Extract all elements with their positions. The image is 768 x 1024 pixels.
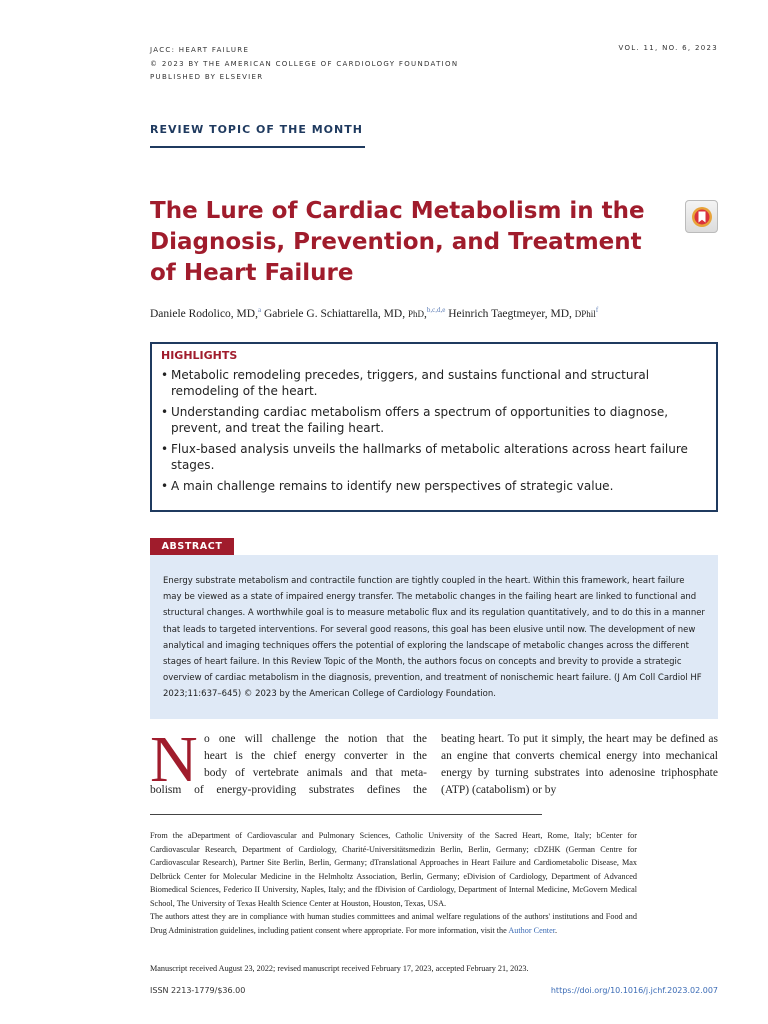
body-line: o one will challenge the notion that the bbox=[204, 733, 427, 745]
author-3-degree: DPhil bbox=[574, 308, 596, 319]
author-1: Daniele Rodolico, MD, bbox=[150, 307, 258, 320]
author-1-affil[interactable]: a bbox=[257, 306, 262, 314]
copyright-line: © 2023 BY THE AMERICAN COLLEGE OF CARDIOLOGY FOUNDATION bbox=[150, 59, 459, 68]
abstract-box bbox=[150, 555, 718, 719]
highlight-text: A main challenge remains to identify new perspectives of strategic value. bbox=[171, 479, 614, 493]
section-divider bbox=[150, 146, 365, 148]
attestation-text: The authors attest they are in compliance with human studies committees and animal welfare regulations of the authors' institutions and Food and Drug Administration guidelines, including patient consent where appropriate. For more information, visit the bbox=[150, 912, 637, 935]
body-line: body of vertebrate animals and that meta- bbox=[204, 767, 427, 779]
highlight-text: Flux-based analysis unveils the hallmarks of metabolic alterations across heart failure stages. bbox=[171, 442, 688, 472]
title-line-1: The Lure of Cardiac Metabolism in the bbox=[150, 198, 645, 224]
title-line-3: of Heart Failure bbox=[150, 260, 354, 286]
author-list: Daniele Rodolico, MD,$^a$ Gabriele G. Schiattarella, MD, PhD,$^{b,c,d,e}$ Heinrich Taegtmeyer, MD, DPhil$^f$ bbox=[150, 306, 599, 320]
author-center-link[interactable]: Author Center bbox=[508, 925, 555, 935]
footnote-divider bbox=[150, 814, 542, 815]
publisher-line: PUBLISHED BY ELSEVIER bbox=[150, 73, 264, 81]
section-label: REVIEW TOPIC OF THE MONTH bbox=[150, 123, 363, 136]
body-column-2: beating heart. To put it simply, the heart may be defined as an engine that converts chemical energy into mechanical energy by turning substrates into adenosine triphosphate (ATP) (catabolism) or by bbox=[441, 733, 718, 796]
manuscript-dates: Manuscript received August 23, 2022; revised manuscript received February 17, 2023, accepted February 21, 2023. bbox=[150, 964, 529, 973]
journal-header bbox=[150, 44, 458, 85]
abstract-text: Energy substrate metabolism and contractile function are tightly coupled in the heart. Within this framework, heart failure may be viewed as a state of impaired energy transfer. The metabolic changes in the failing heart are linked to functional and structural changes. A worthwhile goal is to measure metabolic flux and its regulation quantitatively, and to do this in a manner that leads to targeted interventions. For several good reasons, this goal has been elusive until now. The development of new analytical and imaging techniques offers the potential of exploring the landscape of metabolic changes across the different stages of heart failure. In this Review Topic of the Month, the authors focus on concepts and brevity to provide a strategic overview of cardiac metabolism in the diagnosis, prevention, and treatment of nonischemic heart failure. (J Am Coll Cardiol HF 2023;11:637–645) © 2023 by the American College of Cardiology Foundation. bbox=[163, 576, 705, 700]
abstract-label: ABSTRACT bbox=[150, 538, 234, 555]
highlight-item bbox=[161, 441, 706, 473]
drop-cap: N bbox=[150, 723, 198, 796]
bullet-icon: • bbox=[161, 405, 169, 419]
body-column-1 bbox=[150, 723, 427, 799]
bullet-icon: • bbox=[161, 442, 169, 456]
footnotes bbox=[150, 829, 637, 937]
affiliations: From the aDepartment of Cardiovascular and Pulmonary Sciences, Catholic University of the Sacred Heart, Rome, Italy; bCenter for Cardiovascular Research, Department of Cardiology, Charité-Universitätsmedizin Berlin, Berlin, Germany; cDZHK (German Centre for Cardiovascular Research), Partner Site Berlin, Berlin, Germany; dTranslational Approaches in Heart Failure and Cardiometabolic Disease, Max Delbrück Center for Molecular Medicine in the Helmholtz Association, Berlin, Germany; eDivision of Cardiology, Department of Advanced Biomedical Sciences, Federico II University, Naples, Italy; and the fDivision of Cardiology, Department of Internal Medicine, McGovern Medical School, The University of Texas Health Science Center at Houston, Houston, Texas, USA. bbox=[150, 831, 637, 908]
journal-name: JACC: HEART FAILURE bbox=[150, 46, 250, 54]
doi-link[interactable]: https://doi.org/10.1016/j.jchf.2023.02.007 bbox=[550, 986, 718, 995]
author-2-degree: PhD bbox=[407, 308, 424, 319]
bullet-icon: • bbox=[161, 479, 169, 493]
title-line-2: Diagnosis, Prevention, and Treatment bbox=[150, 229, 642, 255]
crossmark-icon[interactable] bbox=[685, 200, 718, 233]
author-3-affil[interactable]: f bbox=[595, 306, 599, 314]
highlights-heading: HIGHLIGHTS bbox=[161, 349, 238, 362]
highlight-item bbox=[161, 367, 706, 399]
highlight-item bbox=[161, 404, 706, 436]
article-title bbox=[150, 196, 670, 289]
volume-info: VOL. 11, NO. 6, 2023 bbox=[618, 44, 718, 52]
bullet-icon: • bbox=[161, 368, 169, 382]
author-2-affil[interactable]: b,c,d,e bbox=[426, 306, 446, 314]
attestation bbox=[150, 910, 637, 937]
author-2: Gabriele G. Schiattarella, MD, bbox=[263, 307, 408, 320]
body-line: bolism of energy-providing substrates defines the bbox=[150, 784, 427, 796]
issn: ISSN 2213-1779/$36.00 bbox=[150, 986, 246, 995]
highlight-text: Metabolic remodeling precedes, triggers, and sustains functional and structural remodeling of the heart. bbox=[171, 368, 650, 398]
author-3: Heinrich Taegtmeyer, MD, bbox=[448, 307, 575, 320]
highlights-box bbox=[150, 342, 718, 512]
highlight-item bbox=[161, 478, 706, 494]
body-line: heart is the chief energy converter in the bbox=[204, 750, 427, 762]
highlight-text: Understanding cardiac metabolism offers a spectrum of opportunities to diagnose, prevent, and treat the failing heart. bbox=[171, 405, 669, 435]
attestation-end: . bbox=[554, 925, 558, 935]
